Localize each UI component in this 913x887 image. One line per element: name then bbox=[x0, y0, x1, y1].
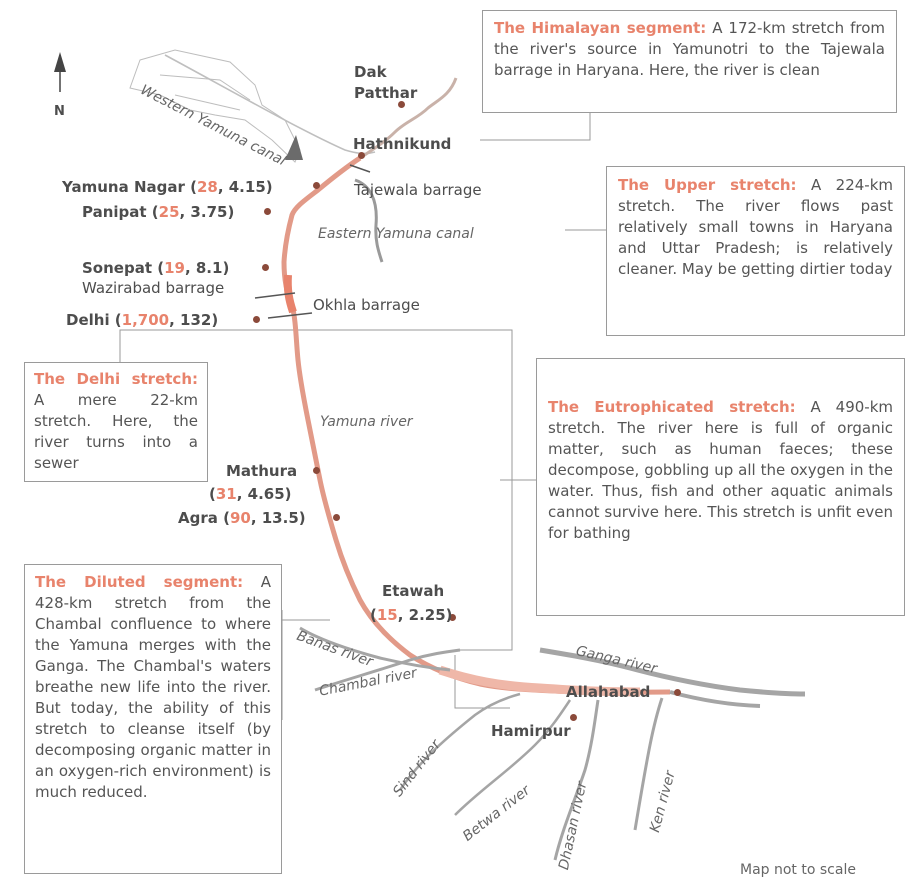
himalayan-segment-box: The Himalayan segment: A 172-km stretch from the river's source in Yamunotri to the Tajewala barrage in Haryana. Here, the river is clean bbox=[482, 10, 897, 113]
okhla-barrage-bar bbox=[268, 313, 312, 318]
place-wazirabad-barrage: Wazirabad barrage bbox=[82, 279, 225, 297]
eutrophicated-stretch-box: The Eutrophicated stretch: A 490-km stretch. The river here is full of organic matter, such as human faeces; these decompose, gobbling up all the oxygen in the water. Thus, fish and other aquatic animals cannot survive here. This stretch is unfit even for bathing bbox=[536, 358, 905, 616]
allahabad-dot bbox=[674, 689, 681, 696]
sind-river-label: Sind river bbox=[390, 736, 445, 800]
agra-dot bbox=[333, 514, 340, 521]
place-hamirpur: Hamirpur bbox=[491, 722, 571, 740]
place-mathura: Mathura bbox=[226, 462, 298, 480]
mathura-dot bbox=[313, 467, 320, 474]
place-yamuna-nagar: Yamuna Nagar (28, 4.15) bbox=[62, 178, 273, 196]
place-tajewala-barrage: Tajewala barrage bbox=[354, 181, 482, 199]
north-label: N bbox=[54, 104, 65, 119]
upper-stretch-box: The Upper stretch: A 224-km stretch. The river flows past relatively small towns in Haryana and Uttar Pradesh; is relatively cleaner. May be getting dirtier today bbox=[606, 166, 905, 336]
tajewala-barrage-bar bbox=[350, 165, 370, 172]
ken-river-label: Ken river bbox=[647, 769, 679, 835]
dhasan-river-label: Dhasan river bbox=[556, 780, 591, 872]
place-etawah-values: (15, 2.25) bbox=[370, 606, 453, 624]
place-etawah: Etawah bbox=[382, 582, 445, 600]
place-okhla-barrage: Okhla barrage bbox=[313, 296, 420, 314]
delhi-dot bbox=[253, 316, 260, 323]
delhi-stretch-box: The Delhi stretch: A mere 22-km stretch. Here, the river turns into a sewer bbox=[24, 362, 208, 482]
north-arrow-icon bbox=[54, 52, 66, 92]
yamuna-nagar-dot bbox=[313, 182, 320, 189]
place-allahabad: Allahabad bbox=[566, 683, 651, 701]
eastern-canal-label: Eastern Yamuna canal bbox=[318, 226, 474, 242]
yamuna-river-label: Yamuna river bbox=[320, 414, 413, 430]
place-dak-patthar: Dak Patthar bbox=[354, 63, 418, 102]
hamirpur-dot bbox=[570, 714, 577, 721]
western-canal-label: Western Yamuna canal bbox=[137, 82, 289, 170]
diluted-segment-box: The Diluted segment: A 428-km stretch from the Chambal confluence to where the Yamuna merges with the Ganga. The Chambal's waters breathe new life into the river. But today, the ability of this stretch to cleanse itself (by decomposing organic matter in an oxygen-rich environment) is much reduced. bbox=[24, 564, 282, 874]
map-not-to-scale-note: Map not to scale bbox=[740, 862, 856, 878]
panipat-dot bbox=[264, 208, 271, 215]
ganga-river-label: Ganga river bbox=[574, 643, 659, 678]
hathnikund-dot bbox=[358, 152, 365, 159]
place-panipat: Panipat (25, 3.75) bbox=[82, 203, 235, 221]
place-delhi: Delhi (1,700, 132) bbox=[66, 311, 219, 329]
chambal-river-label: Chambal river bbox=[318, 665, 419, 700]
sonepat-dot bbox=[262, 264, 269, 271]
place-mathura-values: (31, 4.65) bbox=[209, 485, 292, 503]
place-sonepat: Sonepat (19, 8.1) bbox=[82, 259, 230, 277]
place-agra: Agra (90, 13.5) bbox=[178, 509, 306, 527]
banas-river-label: Banas river bbox=[294, 628, 375, 671]
place-hathnikund: Hathnikund bbox=[353, 135, 452, 153]
india-inset-outline bbox=[130, 50, 300, 162]
betwa-river-label: Betwa river bbox=[460, 782, 534, 845]
